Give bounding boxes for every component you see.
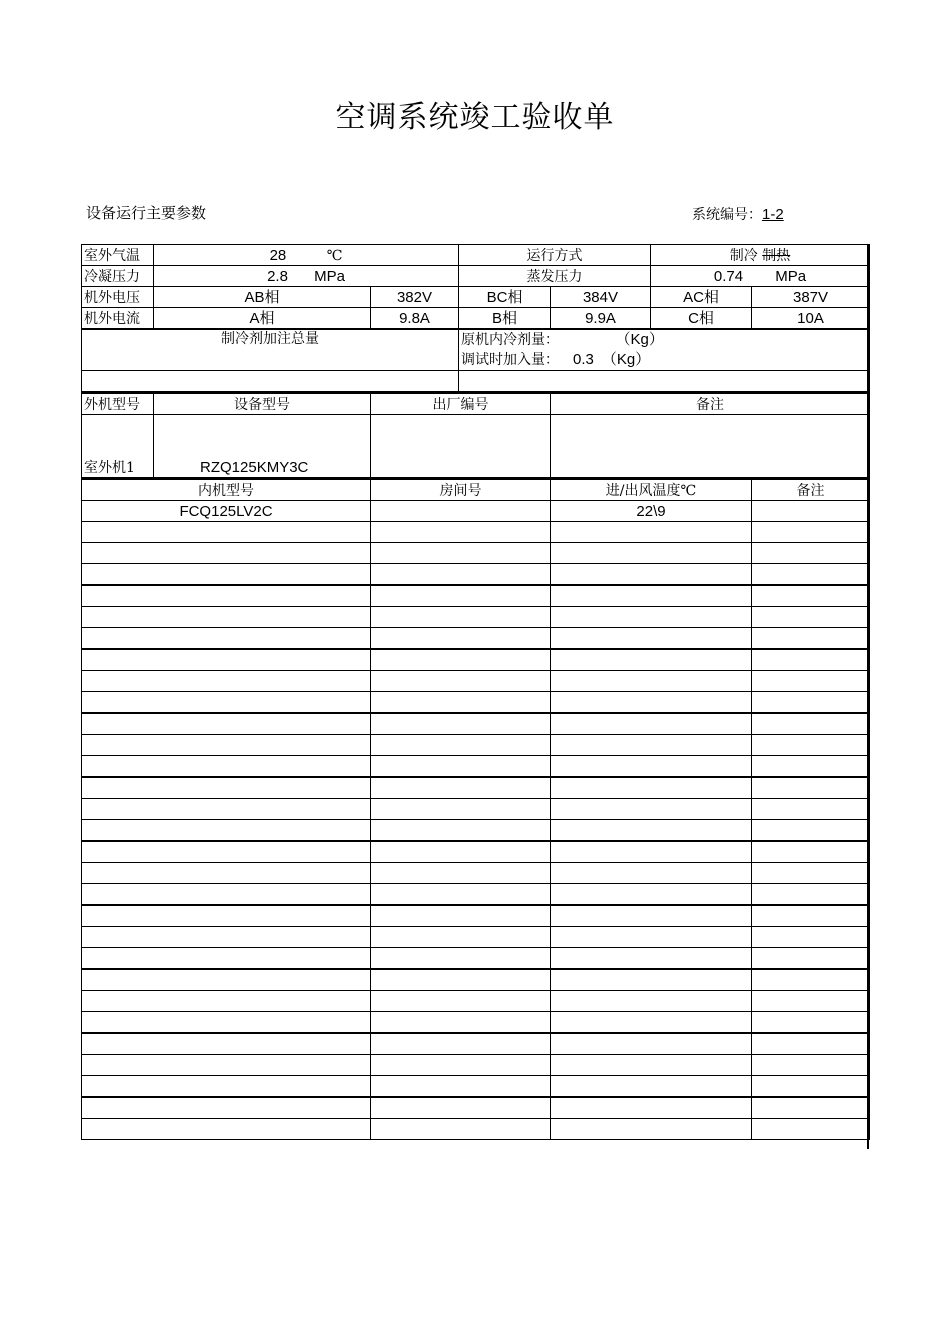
table-row [82,607,870,628]
empty-cell [82,948,371,970]
system-number-label: 系统编号： [692,207,762,223]
empty-cell [82,820,371,842]
empty-cell [752,948,870,970]
table-row [82,799,870,820]
bc-value: 384V [551,287,651,308]
cond-pressure-unit: MPa [314,268,345,285]
outdoor-unit-remark [551,415,870,478]
table-row [82,1119,870,1140]
empty-cell [82,671,371,692]
empty-cell [752,777,870,799]
table-row [82,692,870,714]
empty-cell [82,692,371,714]
system-number-value: 1-2 [762,206,784,223]
empty-cell [551,756,752,778]
run-mode-cell [651,245,870,266]
outdoor-temp-unit: ℃ [326,248,343,264]
indoor-unit-table [81,478,870,1140]
table-row [82,628,870,650]
empty-cell [551,1076,752,1098]
empty-cell [551,841,752,863]
table-row [82,884,870,906]
blank-cell [82,371,459,392]
empty-cell [551,713,752,735]
empty-cell [551,543,752,564]
empty-cell [752,735,870,756]
empty-cell [371,1097,551,1119]
acceptance-form [81,244,869,1140]
page-title: 空调系统竣工验收单 [335,100,615,135]
empty-cell [371,692,551,714]
indoor-room-cell [371,501,551,522]
table-row [82,948,870,970]
blank-cell [459,371,870,392]
empty-cell [371,543,551,564]
empty-cell [752,841,870,863]
empty-cell [371,735,551,756]
ab-label: AB相 [154,287,371,308]
empty-cell [371,820,551,842]
empty-cell [82,607,371,628]
a-value: 9.8A [371,308,459,330]
empty-cell [551,735,752,756]
table-row [82,927,870,948]
empty-cell [82,777,371,799]
empty-cell [82,841,371,863]
empty-cell [752,543,870,564]
outdoor-header-serial: 出厂编号 [371,393,551,415]
empty-cell [371,991,551,1012]
empty-cell [752,671,870,692]
empty-cell [82,884,371,906]
table-row [82,1012,870,1034]
empty-cell [371,671,551,692]
empty-cell [752,1012,870,1034]
empty-cell [551,777,752,799]
empty-cell [551,564,752,586]
empty-cell [551,820,752,842]
empty-cell [752,628,870,650]
empty-cell [371,969,551,991]
empty-cell [371,585,551,607]
empty-cell [371,841,551,863]
empty-cell [82,756,371,778]
empty-cell [551,649,752,671]
empty-cell [371,564,551,586]
empty-cell [82,543,371,564]
empty-cell [752,692,870,714]
empty-cell [551,969,752,991]
outdoor-header-model-type: 外机型号 [82,393,154,415]
table-row [82,543,870,564]
empty-cell [371,884,551,906]
evap-pressure-unit: MPa [775,268,807,285]
table-row [82,1076,870,1098]
empty-cell [752,799,870,820]
indoor-header-model: 内机型号 [82,479,371,501]
empty-cell [371,799,551,820]
empty-cell [82,735,371,756]
indoor-header-remark: 备注 [752,479,870,501]
empty-cell [82,649,371,671]
table-row [82,1055,870,1076]
params-table [81,244,870,392]
empty-cell [551,671,752,692]
empty-cell [551,991,752,1012]
cond-pressure-value: 2.8 [267,268,288,285]
empty-cell [551,1119,752,1140]
outdoor-header-device-model: 设备型号 [154,393,371,415]
empty-cell [82,585,371,607]
empty-cell [752,756,870,778]
section-label: 设备运行主要参数 [86,204,207,222]
outdoor-header-remark: 备注 [551,393,870,415]
empty-cell [551,585,752,607]
cond-pressure-cell [154,266,459,287]
c-label: C相 [651,308,752,330]
empty-cell [371,649,551,671]
outdoor-unit-model: RZQ125KMY3C [154,415,371,478]
empty-cell [551,863,752,884]
voltage-label: 机外电压 [82,287,154,308]
system-number [692,204,784,224]
empty-cell [371,607,551,628]
empty-cell [752,649,870,671]
current-label: 机外电流 [82,308,154,330]
empty-cell [752,820,870,842]
empty-cell [551,522,752,543]
outdoor-temp-value: 28 [269,247,287,264]
empty-cell [371,1033,551,1055]
empty-cell [82,522,371,543]
empty-cell [752,564,870,586]
empty-cell [371,927,551,948]
ac-value: 387V [752,287,870,308]
table-row [82,522,870,543]
empty-cell [551,799,752,820]
empty-cell [371,1119,551,1140]
added-charge-value: 0.3 [573,351,594,368]
refrigerant-detail [459,329,870,371]
empty-cell [371,756,551,778]
empty-cell [371,905,551,927]
empty-cell [551,692,752,714]
empty-cell [551,884,752,906]
empty-cell [752,1076,870,1098]
empty-cell [551,1097,752,1119]
empty-cell [551,927,752,948]
empty-cell [82,905,371,927]
evap-pressure-label: 蒸发压力 [459,266,651,287]
refrigerant-total-label: 制冷剂加注总量 [82,329,459,371]
blank-rows [82,522,870,1140]
original-charge-unit: （Kg） [623,331,664,348]
table-edge [867,244,869,1149]
c-value: 10A [752,308,870,330]
table-row [82,1033,870,1055]
ab-value: 382V [371,287,459,308]
empty-cell [371,777,551,799]
table-row [82,991,870,1012]
run-mode-label: 运行方式 [459,245,651,266]
table-row [82,735,870,756]
a-label: A相 [154,308,371,330]
empty-cell [551,628,752,650]
table-row [82,863,870,884]
run-mode-heat: 制热 [762,248,791,264]
empty-cell [752,1033,870,1055]
indoor-header-room: 房间号 [371,479,551,501]
indoor-remark-cell [752,501,870,522]
table-row [82,777,870,799]
table-row [82,905,870,927]
table-row [82,564,870,586]
table-row [82,671,870,692]
empty-cell [371,863,551,884]
outdoor-unit-table [81,392,870,478]
empty-cell [551,1012,752,1034]
evap-pressure-cell [651,266,870,287]
cond-pressure-label: 冷凝压力 [82,266,154,287]
table-row [82,585,870,607]
empty-cell [371,948,551,970]
table-row [82,841,870,863]
empty-cell [82,799,371,820]
table-row [82,713,870,735]
empty-cell [82,863,371,884]
original-charge-label: 原机内冷剂量： [461,332,559,348]
empty-cell [371,1076,551,1098]
table-row [82,756,870,778]
empty-cell [371,1012,551,1034]
added-charge-unit: （Kg） [601,351,651,368]
empty-cell [752,884,870,906]
empty-cell [82,713,371,735]
empty-cell [371,522,551,543]
empty-cell [752,1119,870,1140]
empty-cell [551,948,752,970]
indoor-model-cell: FCQ125LV2C [82,501,371,522]
empty-cell [752,713,870,735]
table-row [82,820,870,842]
empty-cell [371,713,551,735]
empty-cell [371,628,551,650]
b-value: 9.9A [551,308,651,330]
empty-cell [752,927,870,948]
empty-cell [82,1076,371,1098]
outdoor-unit-label: 室外机1 [82,415,154,478]
indoor-air-temp-cell: 22\9 [551,501,752,522]
indoor-header-air-temp: 进/出风温度℃ [551,479,752,501]
empty-cell [82,969,371,991]
empty-cell [752,863,870,884]
empty-cell [82,991,371,1012]
empty-cell [82,927,371,948]
table-row [82,649,870,671]
empty-cell [82,1055,371,1076]
run-mode-cool: 制冷 [729,248,758,264]
empty-cell [371,1055,551,1076]
empty-cell [551,1033,752,1055]
added-charge-label: 调试时加入量： [461,352,559,368]
empty-cell [752,969,870,991]
empty-cell [752,607,870,628]
ac-label: AC相 [651,287,752,308]
empty-cell [752,585,870,607]
outdoor-temp-label: 室外气温 [82,245,154,266]
empty-cell [82,628,371,650]
table-row [82,969,870,991]
empty-cell [752,1055,870,1076]
empty-cell [551,1055,752,1076]
empty-cell [752,522,870,543]
outdoor-temp-cell [154,245,459,266]
empty-cell [551,607,752,628]
empty-cell [752,905,870,927]
empty-cell [82,1119,371,1140]
evap-pressure-value: 0.74 [713,268,744,285]
table-row [82,1097,870,1119]
b-label: B相 [459,308,551,330]
outdoor-unit-serial [371,415,551,478]
empty-cell [82,1033,371,1055]
empty-cell [752,1097,870,1119]
empty-cell [82,1097,371,1119]
empty-cell [752,991,870,1012]
empty-cell [82,564,371,586]
empty-cell [82,1012,371,1034]
bc-label: BC相 [459,287,551,308]
empty-cell [551,905,752,927]
